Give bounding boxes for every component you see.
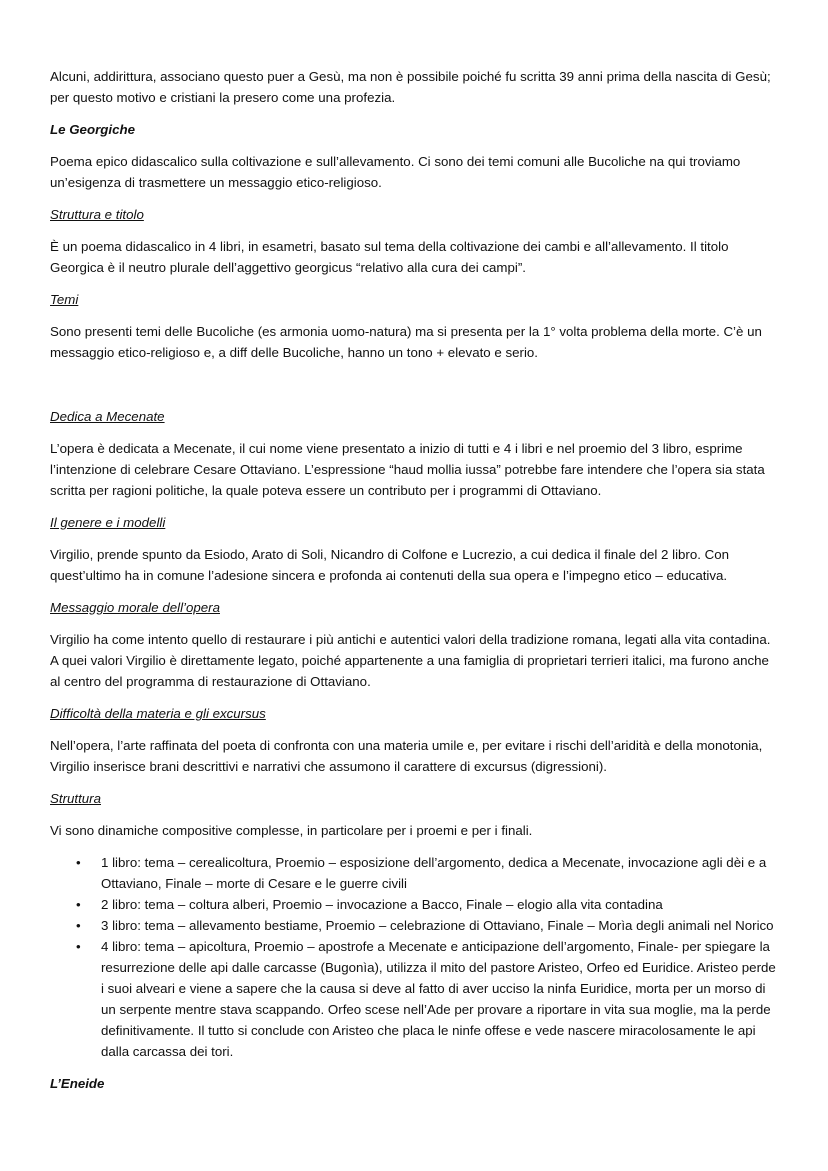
paragraph-struttura: Vi sono dinamiche compositive complesse, in particolare per i proemi e per i finali. [50, 823, 533, 838]
list-item [50, 915, 780, 936]
intro-paragraph: Alcuni, addirittura, associano questo puer a Gesù, ma non è possibile poiché fu scritta 39 anni prima della nascita di Gesù; per questo motivo e cristiani la presero come una profezia. [50, 69, 771, 105]
list-item [50, 936, 780, 1062]
georgiche-intro: Poema epico didascalico sulla coltivazione e sull’allevamento. Ci sono dei temi comuni alle Bucoliche na qui troviamo un’esigenza di trasmettere un messaggio etico-religioso. [50, 154, 741, 190]
list-item [50, 852, 780, 894]
paragraph-dedica: L’opera è dedicata a Mecenate, il cui nome viene presentato a inizio di tutti e 4 i libri e nel proemio del 3 libro, esprime l’intenzione di celebrare Cesare Ottaviano. L’espressione “haud mollia iussa” potrebbe fare intendere che l’opera sia stata scritta per ragioni politiche, la quale poteva essere un contributo per i programmi di Ottaviano. [50, 441, 765, 498]
section-title-eneide: L’Eneide [50, 1076, 105, 1091]
paragraph-messaggio: Virgilio ha come intento quello di restaurare i più antichi e autentici valori della tradizione romana, legati alla vita contadina. A quei valori Virgilio è direttamente legato, poiché appartenente a una famiglia di proprietari terrieri italici, ma furono anche al centro del programma di restaurazione di Ottaviano. [50, 632, 771, 689]
list-item-text: 4 libro: tema – apicoltura, Proemio – apostrofe a Mecenate e anticipazione dell’argomento, Finale- per spiegare la resurrezione delle api dalle carcasse (Bugonìa), utilizza il mito del pastore Aristeo, Orfeo ed Euridice. Aristeo perde i suoi alveari e viene a sapere che la causa si deve al fatto di aver ucciso la ninfa Euridice, morta per un morso di un serpente mentre stava scappando. Orfeo scese nell’Ade per provare a riportare in vita sua moglie, ma la perde definitivamente. Il tutto si conclude con Aristeo che placa le ninfe offese e vede nascere miracolosamente le api dalla carcassa dei tori. [101, 939, 776, 1059]
document-page [50, 66, 780, 1105]
bullet-icon: • [76, 918, 81, 933]
blank-gap [50, 374, 780, 406]
subheading-struttura: Struttura [50, 791, 101, 806]
subheading-temi: Temi [50, 292, 79, 307]
bullet-icon: • [76, 897, 81, 912]
paragraph-struttura-titolo: È un poema didascalico in 4 libri, in esametri, basato sul tema della coltivazione dei cambi e all’allevamento. Il titolo Georgica è il neutro plurale dell’aggettivo georgicus “relativo alla cura dei campi”. [50, 239, 729, 275]
struttura-bullet-list [50, 852, 780, 1062]
paragraph-genere: Virgilio, prende spunto da Esiodo, Arato di Soli, Nicandro di Colfone e Lucrezio, a cui dedica il finale del 2 libro. Con quest’ultimo ha in comune l’adesione sincera e profonda ai contenuti della sua opera e l’impegno etico – educativa. [50, 547, 730, 583]
list-item [50, 894, 780, 915]
subheading-dedica: Dedica a Mecenate [50, 409, 165, 424]
list-item-text: 2 libro: tema – coltura alberi, Proemio – invocazione a Bacco, Finale – elogio alla vita contadina [101, 897, 663, 912]
section-title-georgiche: Le Georgiche [50, 122, 135, 137]
bullet-icon: • [76, 855, 81, 870]
paragraph-temi: Sono presenti temi delle Bucoliche (es armonia uomo-natura) ma si presenta per la 1° volta problema della morte. C’è un messaggio etico-religioso e, a diff delle Bucoliche, hanno un tono + elevato e serio. [50, 324, 762, 360]
paragraph-difficolta: Nell’opera, l’arte raffinata del poeta di confronta con una materia umile e, per evitare i rischi dell’aridità e della monotonia, Virgilio inserisce brani descrittivi e narrativi che assumono il carattere di excursus (digressioni). [50, 738, 763, 774]
subheading-difficolta: Difficoltà della materia e gli excursus [50, 706, 266, 721]
subheading-messaggio: Messaggio morale dell’opera [50, 600, 220, 615]
list-item-text: 3 libro: tema – allevamento bestiame, Proemio – celebrazione di Ottaviano, Finale – Morìa degli animali nel Norico [101, 918, 774, 933]
subheading-struttura-titolo: Struttura e titolo [50, 207, 144, 222]
list-item-text: 1 libro: tema – cerealicoltura, Proemio – esposizione dell’argomento, dedica a Mecenate, invocazione agli dèi e a Ottaviano, Finale – morte di Cesare e le guerre civili [101, 855, 767, 891]
subheading-genere: Il genere e i modelli [50, 515, 166, 530]
bullet-icon: • [76, 939, 81, 954]
